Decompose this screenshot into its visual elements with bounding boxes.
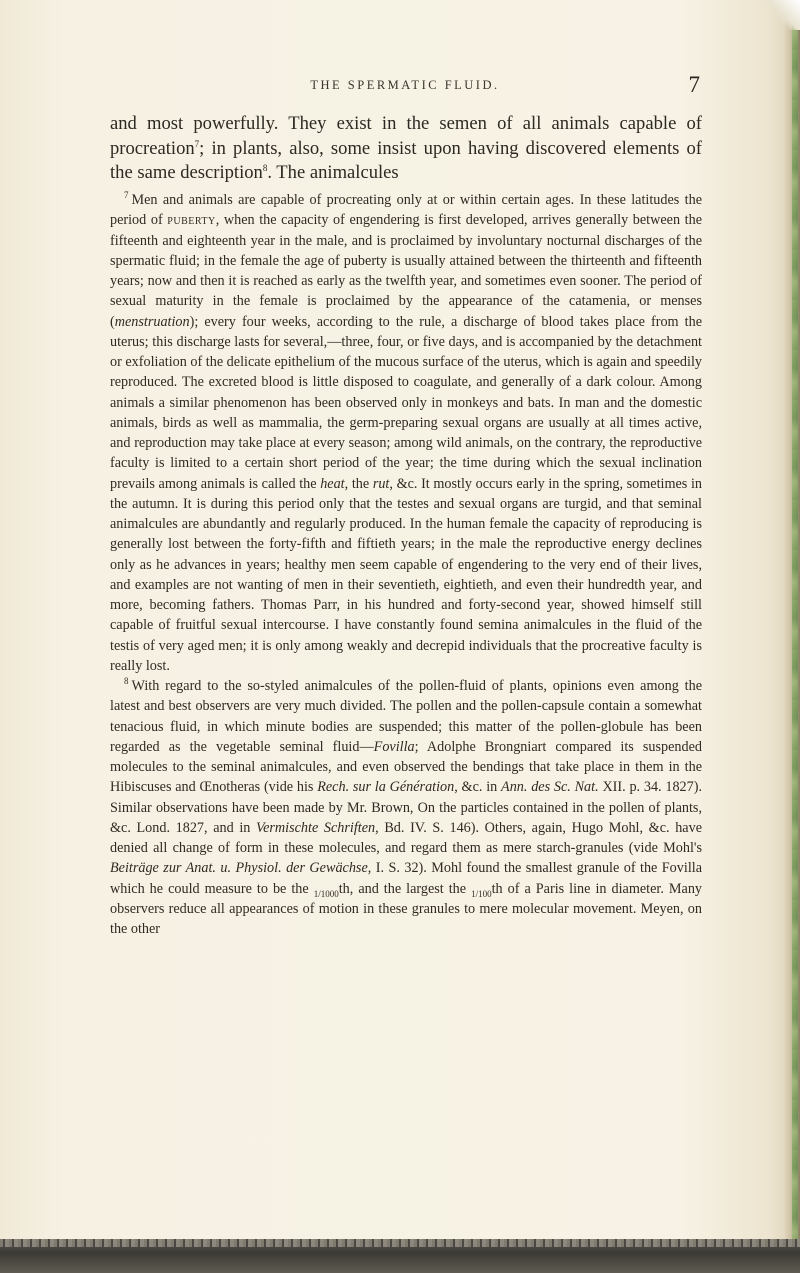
footnote-7-sep: , the	[344, 475, 370, 492]
term-heat: heat	[320, 475, 345, 492]
fraction-hundredth: 1/100	[471, 888, 492, 899]
footnote-8-text-1: With regard to the so-styled animalcules of the pollen-fluid of plants, opinions even among the latest and best observers are very much divided. The pollen and the pollen-capsule contain a somewhat tenacious fluid, in which minute bodies are suspended; this matter of the pollen-globule has been regarded as the vegetable seminal fluid—	[110, 678, 702, 755]
footnote-ref-8: 8	[262, 162, 268, 173]
footnote-8	[110, 676, 702, 939]
footnote-7	[110, 190, 702, 676]
term-rut: rut	[372, 475, 390, 492]
footnote-8-text-8: th of a Paris line in diameter. Many observers reduce all appearances of motion in these granules to mere molecular movement. Meyen, on the other	[110, 880, 703, 937]
footnote-marker-7: 7	[124, 190, 129, 201]
term-fovilla: Fovilla	[373, 738, 415, 755]
footnote-7-text-1: Men and animals are capable of procreating only at or within certain ages. In these latitudes the period of	[110, 192, 702, 229]
citation-annales: Ann. des Sc. Nat.	[501, 779, 599, 796]
citation-vermischte: Vermischte Schriften	[256, 819, 376, 836]
citation-recherches: Rech. sur la Génération	[317, 779, 455, 796]
footnote-8-text-2: ; Adolphe Brongniart compared its suspended molecules to the seminal animalcules, and even observed the bendings that take place in them in the Hibiscuses and Œnotheras (vide his	[110, 738, 702, 796]
page-corner	[760, 0, 800, 30]
footnote-8-text-3: , &c. in	[454, 779, 498, 796]
term-puberty: puberty	[167, 212, 216, 229]
footnote-marker-8: 8	[124, 676, 129, 687]
footnote-8-text-7: th, and the largest the	[338, 880, 467, 897]
footnote-8-text-4: XII. p. 34. 1827). Similar observations have been made by Mr. Brown, On the particles contained in the pollen of plants, &c. Lond. 1827, and in	[110, 779, 703, 836]
footnote-7-text-2: , when the capacity of engendering is first developed, arrives generally between the fifteenth and eighteenth year in the male, and is proclaimed by involuntary nocturnal discharges of the spermatic fluid; in the female the age of puberty is usually attained between the thirteenth and fifteenth years; now and then it is reached as early as the twelfth year, and sometimes even sooner. The period of sexual maturity in the female is proclaimed by the appearance of the catamenia, or menses (	[110, 212, 702, 330]
main-paragraph	[110, 112, 702, 186]
footnote-8-text-6: , I. S. 32). Mohl found the smallest granule of the Fovilla which he could measure to be the	[110, 860, 702, 897]
fraction-thousandth: 1/1000	[313, 888, 339, 899]
page-edge	[784, 0, 800, 1273]
main-text-b: ; in plants, also, some insist upon having discovered elements of the same description	[110, 137, 702, 183]
page-number: 7	[688, 72, 700, 97]
running-head: THE SPERMATIC FLUID.	[310, 78, 500, 92]
main-text-c: . The animalcules	[267, 162, 399, 183]
footnotes	[110, 190, 702, 939]
term-menstruation: menstruation	[114, 313, 190, 330]
main-text-a: and most powerfully. They exist in the semen of all animals capable of procreation	[110, 113, 702, 159]
footnote-7-text-3: ); every four weeks, according to the rule, a discharge of blood takes place from the uterus; this discharge lasts for several,—three, four, or five days, and is accompanied by the detachment or exfoliation of the delicate epithelium of the mucous surface of the uterus, which is again and speedily reproduced. The excreted blood is little disposed to coagulate, and generally of a dark colour. Among animals a similar phenomenon has been observed only in monkeys and bats. In man and the domestic animals, birds as well as mammalia, the germ-preparing sexual organs are usually at all times active, and reproduction may take place at every season; among wild animals, on the contrary, the reproductive faculty is limited to a certain short period of the year; the time during which the sexual inclination prevails among animals is called the	[110, 313, 702, 492]
footnote-8-text-5: , Bd. IV. S. 146). Others, again, Hugo Mohl, &c. have denied all change of form in these molecules, and regard them as mere starch-granules (vide Mohl's	[110, 819, 702, 856]
footnote-7-text-4: , &c. It mostly occurs early in the spring, sometimes in the autumn. It is during this period only that the testes and sexual organs are turgid, and that seminal animalcules are abundantly and regularly produced. In the human female the capacity of reproducing is generally lost between the forty-fifth and fiftieth years; in the male the reproductive energy declines only as he advances in years; healthy men seem capable of engendering to the very end of their lives, and examples are not wanting of men in their seventieth, eightieth, and even their hundredth year, and more, becoming fathers. Thomas Parr, in his hundred and forty-second year, showed himself still capable of fruitful sexual intercourse. I have constantly found semina animalcules in the fluid of the testis of very aged men; it is only among weakly and decrepid individuals that the procreative faculty is really lost.	[110, 475, 703, 674]
page-header	[110, 74, 700, 98]
footnote-ref-7: 7	[194, 138, 200, 149]
citation-beitraege: Beiträge zur Anat. u. Physiol. der Gewächse	[110, 860, 368, 877]
scan-bottom-edge	[0, 1239, 800, 1273]
